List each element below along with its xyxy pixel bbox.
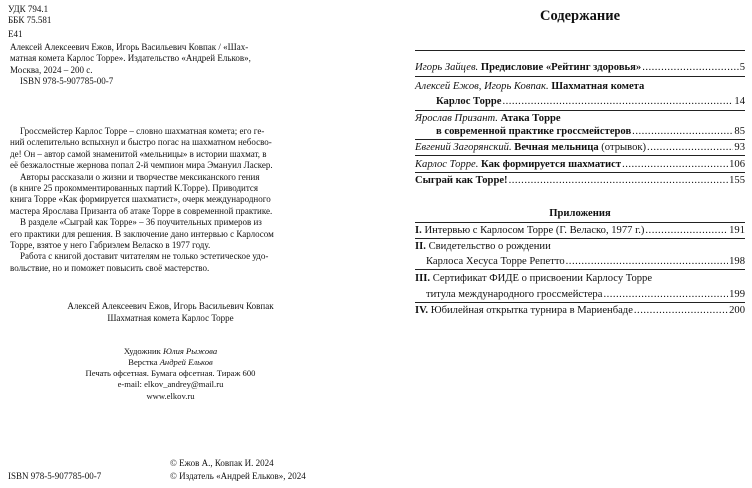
toc-entry-cont (436, 125, 745, 138)
annotation-line: Гроссмейстер Карлос Торре – словно шахматная комета; его ге- (20, 126, 265, 136)
annotation-line: Торре, взятое у него Габриэлем Веласко в 1977 году. (10, 240, 211, 251)
isbn-bottom: ISBN 978-5-907785-00-7 (8, 471, 102, 481)
toc-title: Шахматная комета (551, 81, 645, 92)
isbn-top: ISBN 978-5-907785-00-7 (20, 76, 114, 87)
appendix-entry (415, 272, 745, 285)
toc-page: 106 (729, 159, 745, 170)
toc-entry (415, 158, 745, 171)
biblio-line: матная комета Карлос Торре». Издательство «Андрей Ельков», (10, 53, 251, 64)
toc-title: Сыграй как Торре! (415, 175, 508, 186)
toc-title: в современной практике гроссмейстеров (436, 126, 632, 137)
divider (415, 50, 745, 51)
divider (415, 269, 745, 270)
appendix-text: Карлоса Хесуса Торре Репетто (426, 256, 565, 267)
toc-entry (415, 112, 745, 125)
contents-page (412, 0, 748, 488)
book-title-imprint: Шахматная комета Карлос Торре (107, 313, 234, 323)
divider (415, 302, 745, 303)
biblio-line: Алексей Алексеевич Ежов, Игорь Васильевич Ковпак / «Шах- (10, 42, 249, 52)
appendix-text: титула международного гроссмейстера (426, 289, 603, 300)
print-info: Печать офсетная. Бумага офсетная. Тираж 600 (85, 368, 256, 378)
appendix-text: Интервью с Карлосом Торре (Г. Веласко, 1977 г.) (424, 225, 645, 236)
appendix-entry-cont (426, 255, 745, 268)
authors-full: Алексей Алексеевич Ежов, Игорь Васильевич Ковпак (67, 301, 274, 311)
artist-label: Художник (123, 346, 161, 356)
copyright-authors: © Ежов А., Ковпак И. 2024 (170, 458, 274, 468)
annotation-line: де! Он – автор самой знаменитой «мельницы» в истории шахмат, в (10, 148, 267, 159)
annotation-line: её безжалостные жернова попал 2-й чемпион мира Эмануил Ласкер. (10, 160, 273, 171)
toc-author: Игорь Зайцев. (415, 62, 479, 73)
biblio-line: Москва, 2024 – 200 с. (10, 64, 93, 75)
appendix-page: 191 (729, 225, 745, 236)
toc-author: Евгений Загорянский. (415, 142, 512, 153)
bbk-code: ББК 75.581 (8, 15, 52, 25)
contents-title: Содержание (539, 8, 621, 24)
toc-author: Карлос Торре. (415, 159, 479, 170)
author-mark: Е41 (8, 29, 23, 39)
appendix-text: Свидетельство о рождении (428, 241, 551, 252)
appendix-page: 200 (729, 305, 745, 316)
toc-title: Карлос Торре (436, 96, 502, 107)
toc-title: Предисловие «Рейтинг здоровья» (480, 62, 642, 73)
appendix-entry (415, 240, 745, 253)
appendix-entry (415, 304, 745, 317)
appendix-page: 199 (729, 289, 745, 300)
toc-page: 85 (734, 126, 745, 137)
divider (415, 155, 745, 156)
website: www.elkov.ru (146, 391, 195, 401)
appendix-num: IV. (415, 305, 429, 316)
layout-name: Андрей Ельков (159, 357, 213, 367)
appendix-num: I. (415, 225, 422, 236)
annotation-line: Авторы рассказали о жизни и творчестве мексиканского гения (20, 171, 260, 182)
toc-entry (415, 141, 745, 154)
layout-credit (10, 357, 331, 368)
toc-author: Алексей Ежов, Игорь Ковпак. (415, 81, 549, 92)
copyright-publisher: © Издатель «Андрей Ельков», 2024 (170, 471, 306, 481)
appendix-num: III. (415, 273, 431, 284)
toc-entry-cont (436, 95, 745, 108)
toc-note: (отрывок) (601, 142, 647, 153)
toc-author: Ярослав Призант. (415, 113, 498, 124)
appendix-entry (415, 224, 745, 237)
udk-code: УДК 794.1 (8, 4, 49, 14)
artist-credit (10, 346, 331, 357)
annotation-line: В разделе «Сыграй как Торре» – 36 поучительных примеров из (20, 217, 262, 228)
bibliographic-record (10, 42, 331, 88)
toc-title: Атака Торре (500, 113, 561, 124)
toc-page: 5 (739, 62, 745, 73)
appendix-num: II. (415, 241, 426, 252)
annotation-line: мастера Ярослава Призанта об атаке Торре в современной практике. (10, 205, 273, 216)
divider (415, 222, 745, 223)
divider (415, 76, 745, 77)
annotation-line: Работа с книгой доставит читателям не только эстетическое удо- (20, 251, 269, 262)
toc-entry (415, 80, 745, 93)
toc-page: 155 (729, 175, 745, 186)
toc-entry (415, 61, 745, 74)
appendix-title: Приложения (549, 208, 611, 219)
appendix-page: 198 (729, 256, 745, 267)
layout-label: Верстка (128, 357, 158, 367)
divider (415, 172, 745, 173)
annotation-line: вольствие, но и поможет повысить своё мастерство. (10, 262, 210, 273)
email: e-mail: elkov_andrey@mail.ru (117, 379, 224, 389)
divider (415, 139, 745, 140)
annotation (10, 126, 331, 274)
toc-entry (415, 174, 745, 187)
appendix-text: Юбилейная открытка турнира в Мариенбаде (430, 305, 633, 316)
appendix-text: Сертификат ФИДЕ о присвоении Карлосу Торре (432, 273, 653, 284)
annotation-line: ний ослепительно вспыхнул и быстро погас на шахматном небосво- (10, 137, 272, 148)
annotation-line: его практики для решения. В заключение дано интервью с Карлосом (10, 228, 274, 239)
toc-page: 14 (734, 96, 745, 107)
annotation-line: книга Торре «Как формируется шахматист», очерк международного (10, 194, 271, 205)
appendix-entry-cont (426, 288, 745, 301)
toc-page: 93 (734, 142, 745, 153)
artist-name: Юлия Рыжова (162, 346, 218, 356)
toc-title: Как формируется шахматист (481, 159, 622, 170)
divider (415, 238, 745, 239)
toc-title: Вечная мельница (514, 142, 599, 153)
divider (415, 110, 745, 111)
annotation-line: (в книге 25 прокомментированных партий К.Торре). Приводится (10, 183, 259, 194)
